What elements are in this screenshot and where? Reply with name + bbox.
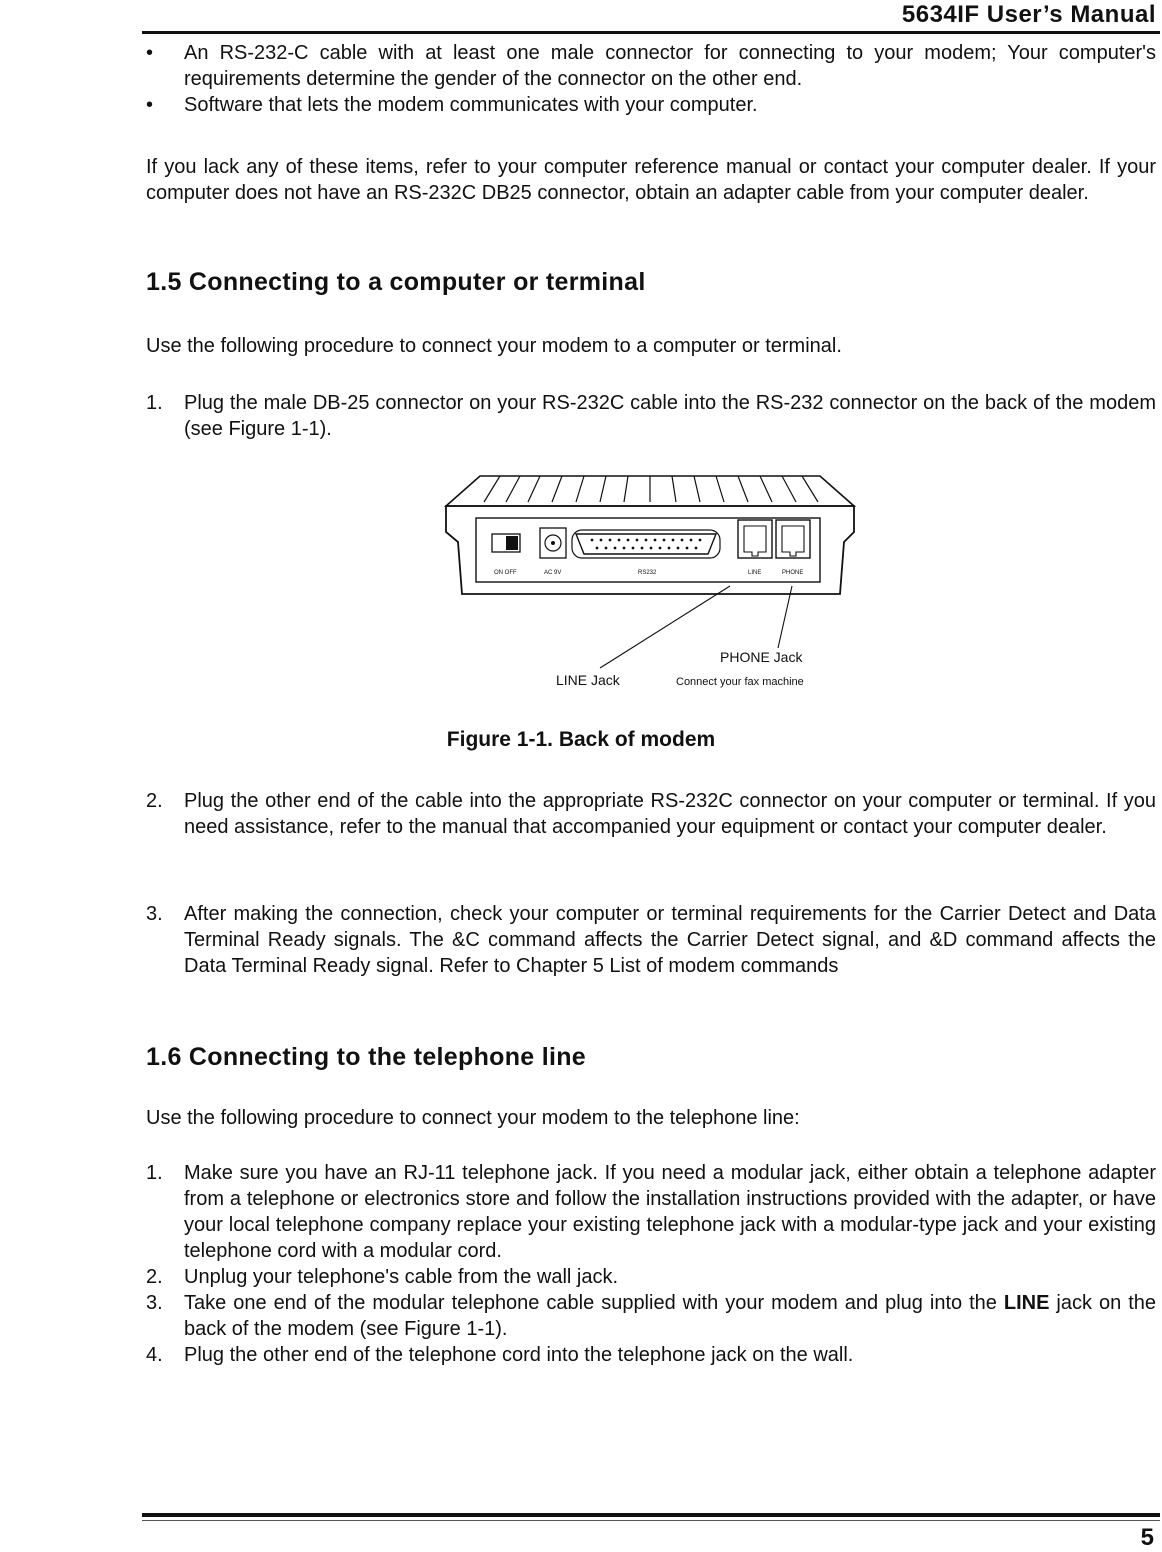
db25-pins [591,539,702,550]
fax-machine-note: Connect your fax machine [676,676,804,688]
list-item [146,92,1156,118]
rs232-label: RS232 [638,570,657,576]
list-item [146,1264,1156,1290]
modem-back-figure [440,462,860,692]
step-text: After making the connection, check your computer or terminal requirements for the Carrier Detect and Data Terminal Ready signals. The &C command affects the Carrier Detect signal, and &D command affects the Data Terminal Ready signal. Refer to Chapter 5 List of modem commands [184,903,1156,977]
section-1-5-step-3 [146,901,1156,979]
power-switch-toggle [506,536,518,550]
intro-paragraph: If you lack any of these items, refer to your computer reference manual or contact your computer dealer. If your computer does not have an RS-232C DB25 connector, obtain an adapter cable from your computer dealer. [146,156,1156,204]
requirements-bullet-list [146,40,1156,118]
list-item [146,901,1156,979]
phone-jack-leader [778,586,792,648]
section-1-5-intro: Use the following procedure to connect your modem to a computer or terminal. [146,335,842,357]
list-item [146,1342,1156,1368]
list-item [146,390,1156,442]
step-text-pre: Take one end of the modular telephone cable supplied with your modem and plug into the [184,1292,1004,1314]
step-number: 2. [146,790,163,812]
step-text: Unplug your telephone's cable from the wall jack. [184,1266,619,1288]
rs232-db25-connector [576,534,716,554]
step-number: 3. [146,1292,163,1314]
figure-caption: Figure 1-1. Back of modem [446,728,716,751]
page-number: 5 [1140,1524,1154,1551]
section-1-5-step-1 [146,390,1156,442]
section-heading-1-5: 1.5 Connecting to a computer or terminal [146,268,646,296]
list-item [146,40,1156,92]
line-label: LINE [748,570,762,576]
step-text: Plug the other end of the cable into the appropriate RS-232C connector on your computer or terminal. If you need assistance, refer to the manual that accompanied your equipment or contact your computer dealer. [184,790,1156,838]
list-item [146,1290,1156,1342]
list-item [146,788,1156,840]
bullet-icon: • [146,42,154,64]
step-number: 4. [146,1344,163,1366]
bullet-icon: • [146,94,154,116]
bullet-text: An RS-232-C cable with at least one male connector for connecting to your modem; Your computer's requirements determine the gender of the connector on the other end. [184,42,1156,90]
step-text: Plug the other end of the telephone cord into the telephone jack on the wall. [184,1344,854,1366]
section-heading-1-6: 1.6 Connecting to the telephone line [146,1043,586,1071]
section-1-6-intro: Use the following procedure to connect your modem to the telephone line: [146,1107,800,1129]
bullet-text: Software that lets the modem communicates with your computer. [184,94,758,116]
step-text-post: jack on the back of the modem (see Figure 1-1). [184,1292,1156,1340]
line-jack-leader [600,586,730,668]
ac-label: AC 9V [544,570,562,576]
step-text: Plug the male DB-25 connector on your RS-232C cable into the RS-232 connector on the back of the modem (see Figure 1-1). [184,392,1156,440]
housing-ribs [484,476,818,502]
list-item [146,1160,1156,1264]
phone-label: PHONE [782,570,804,576]
footer-rule [142,1513,1160,1517]
step-number: 2. [146,1266,163,1288]
step-number: 1. [146,1162,163,1184]
phone-jack-callout: PHONE Jack [720,649,803,665]
step-number: 1. [146,392,163,414]
line-jack-emphasis: LINE [1003,1292,1050,1314]
section-1-5-step-2 [146,788,1156,840]
footer-rule-thin [142,1520,1160,1521]
step-number: 3. [146,903,163,925]
step-text: Make sure you have an RJ-11 telephone jack. If you need a modular jack, either obtain a telephone adapter from a telephone or electronics store and follow the installation instructions provided with the adapter, or have your local telephone company replace your existing telephone jack with a modular-type jack and your existing telephone cord with a modular cord. [184,1162,1156,1262]
on-off-label: ON OFF [494,570,517,576]
section-1-6-steps [146,1160,1156,1368]
header-rule [142,31,1160,34]
line-jack-callout: LINE Jack [556,672,620,688]
page-header-title: 5634IF User’s Manual [901,1,1156,28]
